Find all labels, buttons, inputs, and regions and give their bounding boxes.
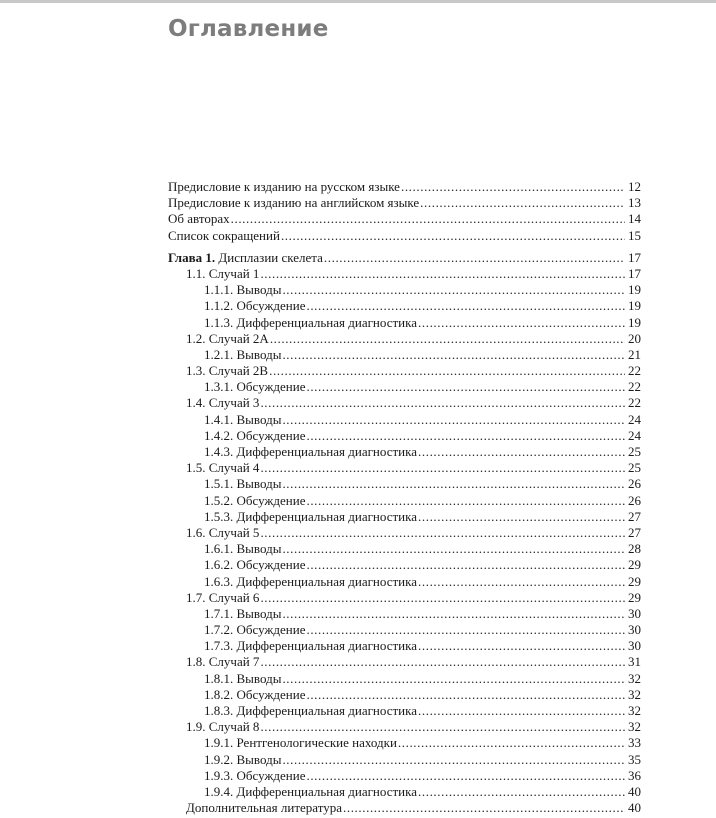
toc-leader [306, 687, 625, 703]
toc-leader [282, 752, 625, 768]
toc-entry[interactable] [168, 379, 641, 395]
toc-entry[interactable] [168, 525, 641, 541]
toc-entry[interactable] [168, 719, 641, 735]
toc-leader [260, 654, 625, 670]
toc-leader [270, 331, 625, 347]
toc-page-number: 22 [628, 395, 641, 411]
toc-page-number: 19 [628, 298, 641, 314]
toc-entry[interactable] [168, 590, 641, 606]
toc-page-number: 29 [628, 557, 641, 573]
toc-entry-title: 1.9.2. Выводы [204, 751, 282, 767]
toc-leader [306, 557, 625, 573]
toc-leader [269, 363, 625, 379]
toc-page-number: 22 [628, 363, 641, 379]
toc-leader [418, 509, 625, 525]
toc-entry[interactable] [168, 460, 641, 476]
toc-page-number: 17 [628, 249, 641, 265]
toc-entry[interactable] [168, 444, 641, 460]
chapter-label: Глава 1. [168, 249, 216, 265]
toc-entry-title: 1.9.1. Рентгенологические находки [204, 735, 397, 751]
toc-entry-title: 1.8. Случай 7 [186, 654, 260, 670]
toc-entry-title: 1.1.2. Обсуждение [204, 298, 306, 314]
toc-page-number: 33 [628, 735, 641, 751]
toc-entry[interactable] [168, 574, 641, 590]
toc-page-number: 30 [628, 622, 641, 638]
toc-leader [306, 622, 625, 638]
toc-leader [306, 768, 625, 784]
toc-entry-title: Об авторах [168, 211, 230, 227]
toc-entry[interactable] [168, 606, 641, 622]
toc-entry-title: 1.7. Случай 6 [186, 589, 260, 605]
toc-entry[interactable] [168, 476, 641, 492]
toc-entry-title: 1.3. Случай 2В [186, 363, 269, 379]
toc-leader [260, 719, 625, 735]
toc-leader [282, 412, 625, 428]
toc-page-number: 28 [628, 541, 641, 557]
toc-entry-title: 1.3.1. Обсуждение [204, 379, 306, 395]
toc-leader [260, 525, 625, 541]
toc-entry[interactable] [168, 347, 641, 363]
toc-entry-title: 1.2. Случай 2А [186, 330, 269, 346]
toc-entry[interactable] [168, 282, 641, 298]
toc-leader [282, 671, 625, 687]
toc-entry-title: 1.4.1. Выводы [204, 411, 282, 427]
toc-page-number: 40 [628, 783, 641, 799]
toc-leader [282, 347, 625, 363]
toc-entry-title: 1.4.2. Обсуждение [204, 427, 306, 443]
toc-leader [324, 250, 625, 266]
toc-entry[interactable] [168, 179, 641, 195]
toc-entry-title: Список сокращений [168, 227, 280, 243]
toc-entry-title: 1.6. Случай 5 [186, 524, 260, 540]
toc-chapter-entry[interactable] [168, 250, 641, 266]
toc-entry[interactable] [168, 331, 641, 347]
toc-entry[interactable] [168, 622, 641, 638]
toc-leader [418, 574, 625, 590]
toc-entry-title: 1.5. Случай 4 [186, 460, 260, 476]
toc-page-number: 35 [628, 751, 641, 767]
toc-entry-title: 1.5.1. Выводы [204, 476, 282, 492]
toc-page-number: 13 [628, 195, 641, 211]
table-of-contents [168, 179, 641, 816]
toc-page-number: 36 [628, 767, 641, 783]
toc-entry[interactable] [168, 493, 641, 509]
toc-page-number: 24 [628, 411, 641, 427]
toc-page-number: 22 [628, 379, 641, 395]
toc-page-number: 17 [628, 265, 641, 281]
toc-leader [418, 638, 625, 654]
toc-page-number: 32 [628, 719, 641, 735]
toc-leader [260, 590, 625, 606]
toc-leader [260, 266, 625, 282]
toc-page-number: 27 [628, 508, 641, 524]
toc-entry[interactable] [168, 395, 641, 411]
toc-entry-title: 1.9. Случай 8 [186, 719, 260, 735]
toc-leader [282, 282, 625, 298]
toc-page-number: 32 [628, 670, 641, 686]
toc-entry[interactable] [168, 363, 641, 379]
toc-entry-title: 1.9.4. Дифференциальная диагностика [204, 783, 418, 799]
toc-page-number: 20 [628, 330, 641, 346]
toc-leader [306, 379, 625, 395]
toc-entry-title: 1.5.2. Обсуждение [204, 492, 306, 508]
top-rule [0, 0, 716, 3]
toc-page-number: 15 [628, 227, 641, 243]
toc-page-number: 32 [628, 703, 641, 718]
toc-page-number: 26 [628, 492, 641, 508]
toc-page-number: 21 [628, 346, 641, 362]
toc-page-number: 25 [628, 460, 641, 476]
toc-entry[interactable] [168, 557, 641, 573]
toc-page-number: 32 [628, 686, 641, 702]
toc-entry[interactable] [168, 671, 641, 687]
toc-page-number: 26 [628, 476, 641, 492]
toc-leader [306, 493, 625, 509]
toc-entry[interactable] [168, 298, 641, 314]
toc-leader [398, 735, 625, 751]
toc-leader [418, 315, 625, 331]
toc-entry[interactable] [168, 509, 641, 525]
toc-leader [306, 428, 625, 444]
toc-entry[interactable] [168, 768, 641, 784]
toc-entry[interactable] [168, 638, 641, 654]
toc-page-number: 31 [628, 654, 641, 670]
toc-entry[interactable] [168, 800, 641, 816]
toc-leader [306, 298, 625, 314]
toc-entry-title: 1.6.1. Выводы [204, 541, 282, 557]
toc-page-number: 27 [628, 524, 641, 540]
toc-entry-title: 1.1.3. Дифференциальная диагностика [204, 314, 418, 330]
toc-entry[interactable] [168, 315, 641, 331]
toc-entry[interactable] [168, 735, 641, 751]
toc-chapter-title [168, 250, 323, 266]
toc-entry-title: 1.8.1. Выводы [204, 670, 282, 686]
toc-leader [282, 606, 625, 622]
toc-entry-title: 1.6.2. Обсуждение [204, 557, 306, 573]
toc-leader [418, 784, 625, 800]
toc-leader [343, 800, 625, 816]
page-title: Оглавление [168, 16, 329, 42]
toc-leader [282, 476, 625, 492]
toc-entry[interactable] [168, 654, 641, 670]
toc-entry-title: Дополнительная литература [186, 800, 342, 816]
toc-page-number: 29 [628, 589, 641, 605]
toc-entry-title: 1.7.1. Выводы [204, 605, 282, 621]
toc-entry[interactable] [168, 195, 641, 211]
toc-entry[interactable] [168, 687, 641, 703]
toc-entry-title: 1.7.2. Обсуждение [204, 622, 306, 638]
toc-entry-title: 1.8.3. Дифференциальная диагностика [204, 703, 418, 718]
toc-entry-title: 1.4.3. Дифференциальная диагностика [204, 444, 418, 459]
toc-page-number: 24 [628, 427, 641, 443]
toc-entry-title: 1.1.1. Выводы [204, 282, 282, 298]
toc-entry[interactable] [168, 228, 641, 244]
toc-entry-title: 1.6.3. Дифференциальная диагностика [204, 573, 418, 589]
toc-page-number: 14 [628, 211, 641, 227]
toc-entry[interactable] [168, 703, 641, 719]
toc-page-number: 25 [628, 444, 641, 459]
toc-entry[interactable] [168, 211, 641, 227]
toc-entry-title: 1.8.2. Обсуждение [204, 686, 306, 702]
toc-leader [260, 395, 625, 411]
toc-entry[interactable] [168, 428, 641, 444]
toc-page-number: 12 [628, 179, 641, 194]
toc-leader [420, 195, 625, 211]
toc-entry[interactable] [168, 541, 641, 557]
toc-page-number: 19 [628, 314, 641, 330]
toc-leader [418, 444, 625, 460]
toc-entry-title: 1.7.3. Дифференциальная диагностика [204, 638, 418, 654]
toc-entry-title: Предисловие к изданию на английском языке [168, 195, 420, 211]
toc-page-number: 40 [628, 800, 641, 816]
toc-entry-title: 1.5.3. Дифференциальная диагностика [204, 508, 418, 524]
toc-leader [281, 228, 625, 244]
toc-entry-title: 1.9.3. Обсуждение [204, 767, 306, 783]
toc-page-number: 29 [628, 573, 641, 589]
toc-page-number: 30 [628, 605, 641, 621]
toc-entry[interactable] [168, 784, 641, 800]
toc-entry[interactable] [168, 752, 641, 768]
toc-entry-title: 1.2.1. Выводы [204, 346, 282, 362]
toc-leader [231, 211, 625, 227]
toc-entry-title: 1.1. Случай 1 [186, 265, 260, 281]
toc-page-number: 30 [628, 638, 641, 654]
chapter-name: Дисплазии скелета [215, 249, 323, 265]
toc-page-number: 19 [628, 282, 641, 298]
toc-entry-title: Предисловие к изданию на русском языке [168, 179, 400, 194]
toc-entry[interactable] [168, 412, 641, 428]
toc-leader [401, 179, 625, 195]
toc-leader [418, 703, 625, 719]
toc-entry-title: 1.4. Случай 3 [186, 395, 260, 411]
toc-leader [282, 541, 625, 557]
toc-entry[interactable] [168, 266, 641, 282]
toc-leader [260, 460, 625, 476]
